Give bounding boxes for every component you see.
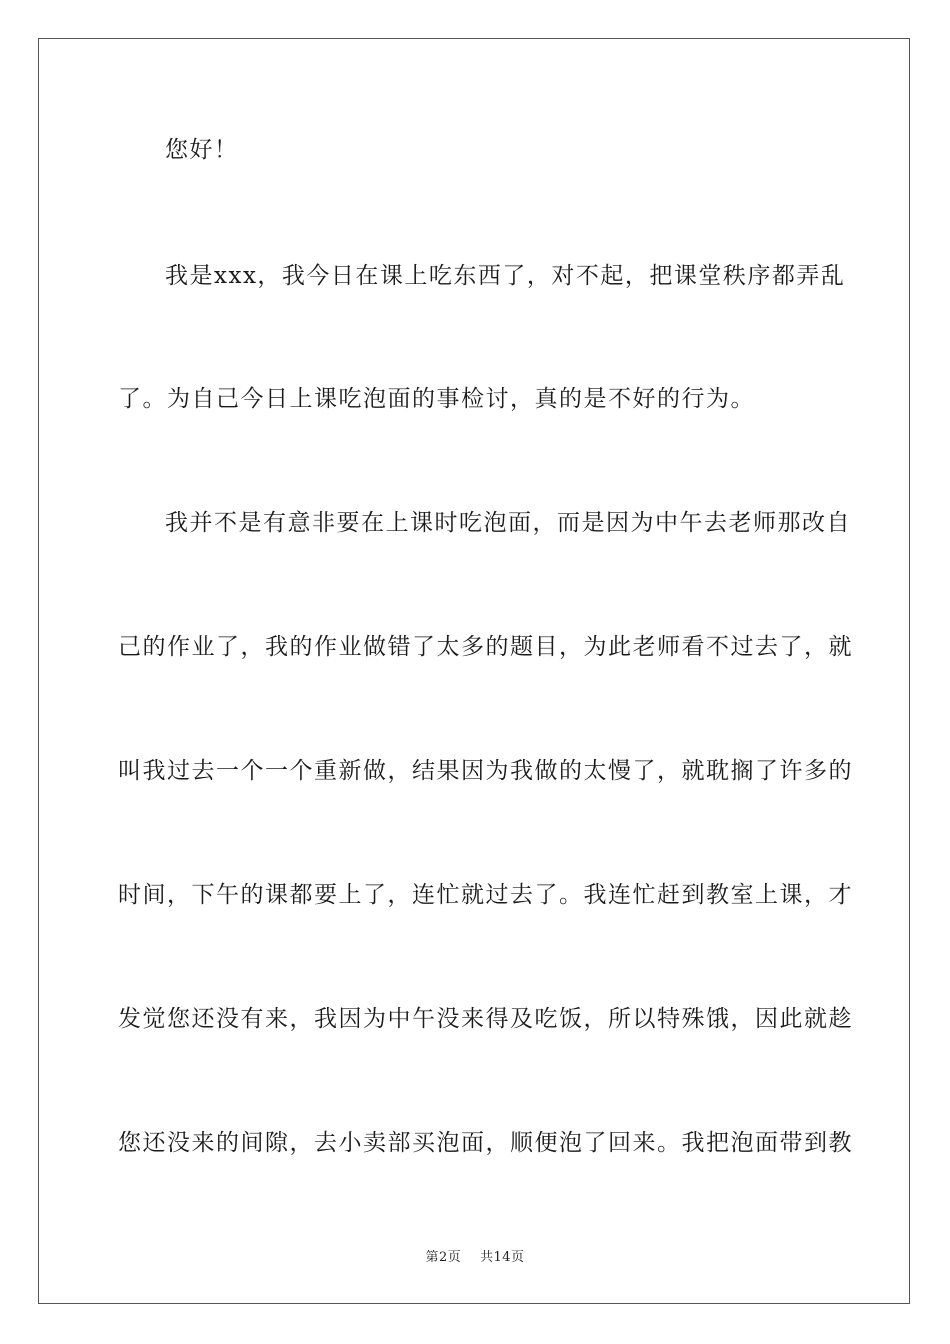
paragraph-line: 我并不是有意非要在上课时吃泡面，而是因为中午去老师那改自 [165,510,851,536]
paragraph-line: 了。为自己今日上课吃泡面的事检讨，真的是不好的行为。 [118,386,755,412]
page-footer [0,1246,950,1265]
paragraph-line: 发觉您还没有来，我因为中午没来得及吃饭，所以特殊饿，因此就趁 [118,1006,853,1032]
paragraph-line: 您还没来的间隙，去小卖部买泡面，顺便泡了回来。我把泡面带到教 [118,1130,853,1156]
page-number-total: 共14页 [479,1250,525,1265]
paragraph-line: 叫我过去一个一个重新做，结果因为我做的太慢了，就耽搁了许多的 [118,758,853,784]
page-border [38,38,910,1304]
page-number-current: 第2页 [425,1250,462,1265]
paragraph-line: 己的作业了，我的作业做错了太多的题目，为此老师看不过去了，就 [118,634,853,660]
paragraph-line: 我是xxx，我今日在课上吃东西了，对不起，把课堂秩序都弄乱 [165,263,846,289]
paragraph-line: 时间，下午的课都要上了，连忙就过去了。我连忙赶到教室上课，才 [118,882,853,908]
greeting-text: 您好！ [165,137,239,163]
